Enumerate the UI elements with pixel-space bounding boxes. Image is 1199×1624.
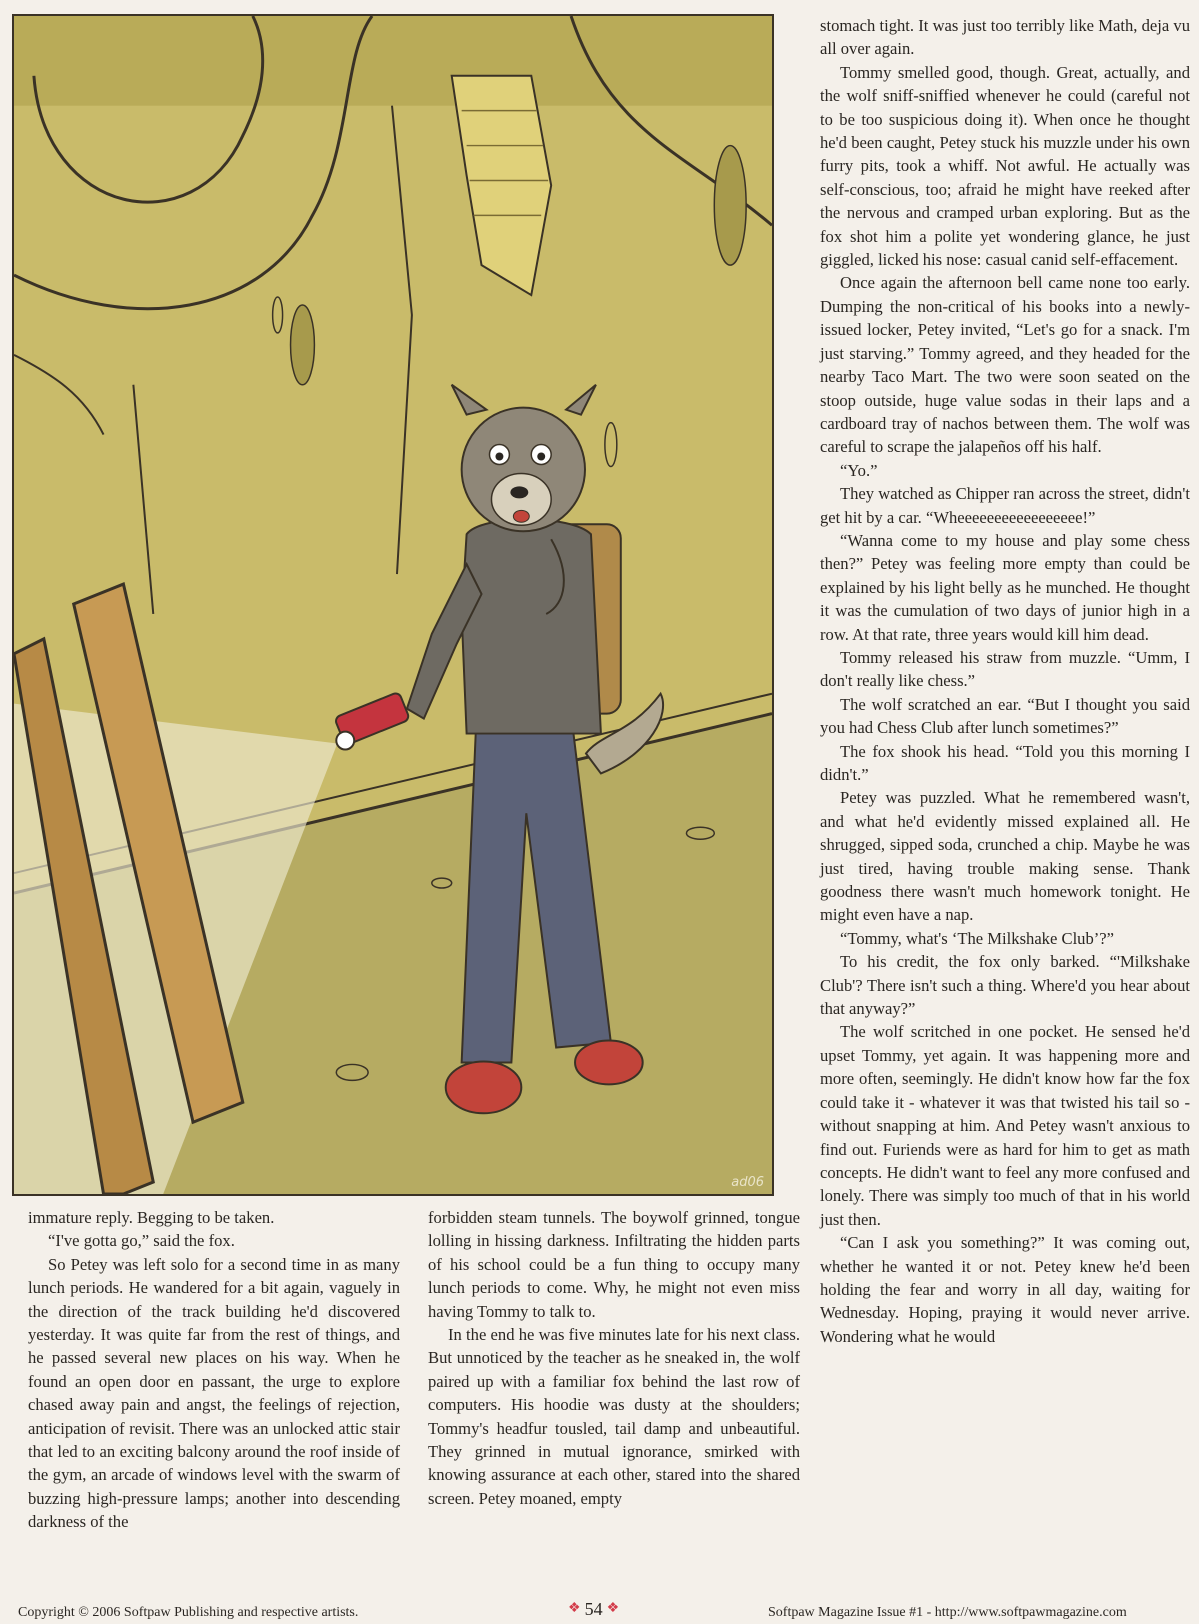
paragraph: “Tommy, what's ‘The Milkshake Club’?” [840, 928, 1115, 948]
paragraph: immature reply. Begging to be taken. [28, 1208, 275, 1227]
tunnel-scene-art [14, 16, 772, 1194]
paragraph: Petey was puzzled. What he remembered wasn't, and what he'd evidently missed explained all. He shrugged, sipped soda, crunched a chip. Maybe he was just tired, having trouble making sense. Thank goodness there wasn't much homework tonight. He might even have a nap. [820, 788, 1190, 925]
paragraph: The wolf scritched in one pocket. He sensed he'd upset Tommy, yet again. It was happening more and more often, seemingly. He didn't know how far the fox could take it - whatever it was that twisted his tail so - without snapping at him. And Petey wasn't anxious to find out. Furiends were as hard for him to get as math concepts. He didn't want to feel any more confused and lonely. There was simply too much of that in his world just then. [820, 1022, 1190, 1229]
paragraph: Once again the afternoon bell came none too early. Dumping the non-critical of his books into a newly-issued locker, Petey invited, “Let's go for a snack. I'm just starving.” Tommy agreed, and they headed for the nearby Taco Mart. The two were soon seated on the stoop outside, huge value sodas in their laps and a cardboard tray of nachos between them. The wolf was careful to scrape the jalapeños off his half. [820, 273, 1190, 457]
left-text-column [28, 1206, 400, 1534]
paragraph: So Petey was left solo for a second time in as many lunch periods. He wandered for a bit again, vaguely in the direction of the track building he'd discovered yesterday. It was quite far from the rest of things, and he passed several new places on his way. When he found an open door en passant, the urge to explore chased away pain and angst, the feelings of rejection, anticipation of revisit. There was an unlocked attic stair that led to an exciting balcony around the roof inside of the gym, an arcade of windows level with the swarm of buzzing high-pressure lamps; another into descending darkness of the [28, 1254, 400, 1532]
story-illustration [12, 14, 774, 1196]
paragraph: Tommy released his straw from muzzle. “Umm, I don't really like chess.” [820, 647, 1190, 691]
page-footer [0, 1599, 1199, 1622]
paragraph: “Yo.” [840, 460, 878, 480]
paragraph: They watched as Chipper ran across the street, didn't get hit by a car. “Wheeeeeeeeeeeeeeeee!” [820, 484, 1190, 527]
copyright-notice: Copyright © 2006 Softpaw Publishing and respective artists. [18, 1605, 359, 1620]
right-text-column [820, 14, 1190, 1348]
issue-info: Softpaw Magazine Issue #1 - http://www.softpawmagazine.com [768, 1606, 1127, 1620]
paw-print-icon: ❖ [568, 1601, 581, 1616]
paragraph: The fox shook his head. “Told you this morning I didn't.” [820, 741, 1190, 784]
paw-print-icon: ❖ [606, 1601, 620, 1616]
paragraph: The wolf scratched an ear. “But I thought you said you had Chess Club after lunch sometimes?” [820, 694, 1190, 738]
paragraph: In the end he was five minutes late for his next class. But unnoticed by the teacher as he sneaked in, the wolf paired up with a familiar fox behind the last row of computers. His hoodie was dusty at the shoulders; Tommy's headfur tousled, tail damp and unbeautiful. They grinned in mutual ignorance, smirked with knowing assurance at each other, stared into the shared screen. Petey moaned, empty [428, 1325, 800, 1508]
paragraph: forbidden steam tunnels. The boywolf grinned, tongue lolling in hissing darkness. Infiltrating the hidden parts of his school could be a fun thing to occupy many lunch periods to come. Why, he might not even miss having Tommy to talk to. [428, 1208, 800, 1321]
artist-signature: ad06 [731, 1175, 764, 1190]
page-number-value: 54 [584, 1599, 603, 1619]
paragraph: To his credit, the fox only barked. “'Milkshake Club'? There isn't such a thing. Where'd you hear about that anyway?” [820, 952, 1190, 1019]
paragraph: “Can I ask you something?” It was coming out, whether he wanted it or not. Petey knew he'd been holding the fear and worry in all day, waiting for Wednesday. Hoping, praying it would never arrive. Wondering what he would [820, 1233, 1190, 1346]
middle-text-column [428, 1206, 800, 1510]
paragraph: “I've gotta go,” said the fox. [48, 1231, 235, 1251]
paragraph: Tommy smelled good, though. Great, actually, and the wolf sniff-sniffied whenever he could (careful not to be too suspicious doing it). When once he thought he'd been caught, Petey stuck his muzzle under his own furry pits, took a whiff. Not awful. He actually was self-conscious, too; afraid he might have reeked after the nervous and cramped urban exploring. But as the fox shot him a polite yet wondering glance, he just giggled, licked his nose: casual canid self-effacement. [820, 62, 1190, 270]
page-number [568, 1599, 620, 1619]
paragraph: stomach tight. It was just too terribly like Math, deja vu all over again. [820, 16, 1190, 59]
paragraph: “Wanna come to my house and play some chess then?” Petey was feeling more empty than could be explained by his light belly as he munched. He thought it was the cumulation of two days of junior high in a row. At that rate, three years would kill him dead. [820, 530, 1190, 644]
